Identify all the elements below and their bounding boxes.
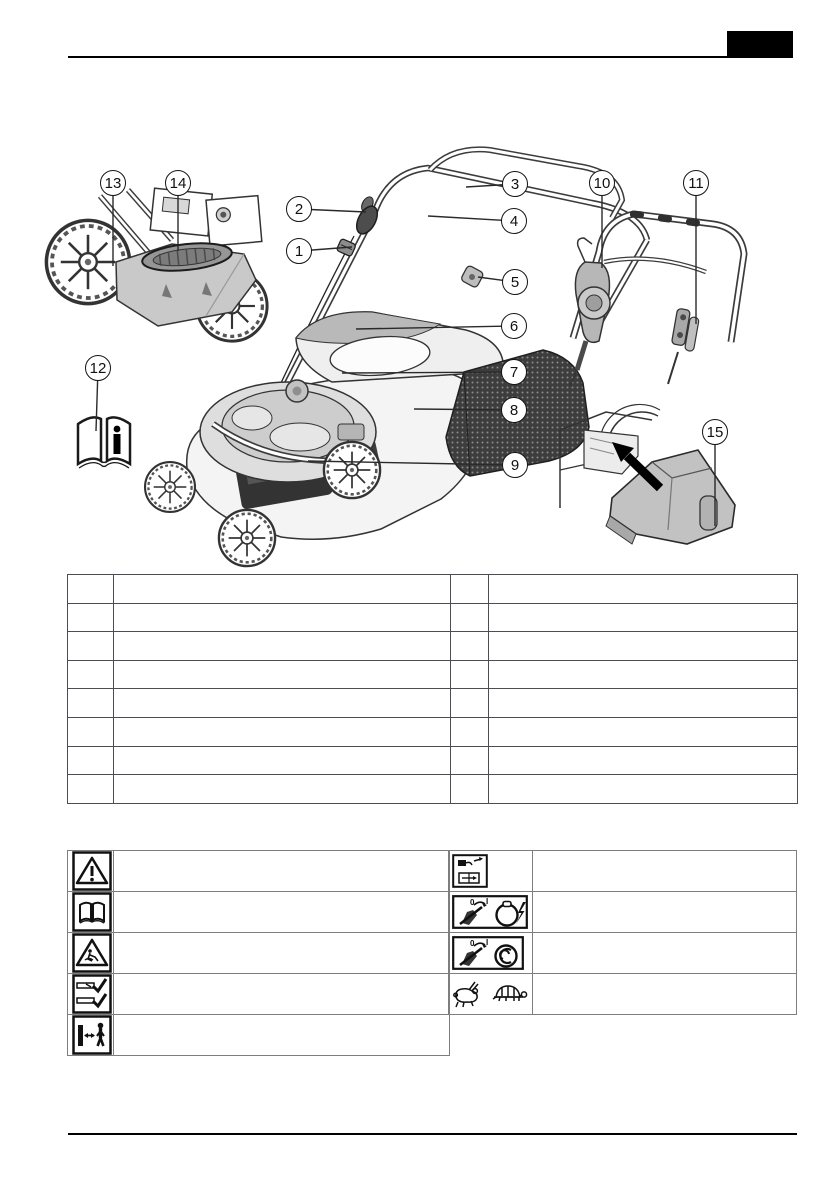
svg-text:0: 0 xyxy=(470,939,475,948)
symbol-text xyxy=(533,892,797,933)
symbol-text xyxy=(114,892,450,933)
parts-cell xyxy=(451,575,489,604)
callout-3: 3 xyxy=(502,171,528,197)
parts-cell xyxy=(68,575,114,604)
parts-cell xyxy=(489,746,798,775)
speed-fast-slow-icon xyxy=(452,979,530,1009)
parts-legend-table xyxy=(67,574,798,804)
table-row xyxy=(68,933,450,974)
callout-2: 2 xyxy=(286,196,312,222)
footer-rule xyxy=(68,1133,797,1135)
table-row xyxy=(449,974,797,1015)
parts-cell xyxy=(114,603,451,632)
table-row xyxy=(68,892,450,933)
parts-cell xyxy=(114,660,451,689)
symbol-text xyxy=(533,933,797,974)
table-row xyxy=(68,746,798,775)
table-row xyxy=(68,974,450,1015)
lawn-mower-diagram xyxy=(0,0,839,570)
parts-cell xyxy=(114,775,451,804)
symbol-text xyxy=(114,933,450,974)
parts-cell xyxy=(489,775,798,804)
svg-text:0: 0 xyxy=(470,898,475,907)
inset-handlebar xyxy=(570,210,744,386)
parts-cell xyxy=(489,689,798,718)
blade-hazard-warning-icon xyxy=(72,933,112,973)
parts-cell xyxy=(114,746,451,775)
parts-cell xyxy=(489,603,798,632)
table-row xyxy=(68,717,798,746)
table-row xyxy=(449,933,797,974)
engine-start-icon xyxy=(452,895,528,929)
parts-cell xyxy=(68,603,114,632)
table-row xyxy=(68,689,798,718)
callout-8: 8 xyxy=(501,397,527,423)
symbol-text xyxy=(533,851,797,892)
warning-triangle-icon xyxy=(72,851,112,891)
table-row xyxy=(68,660,798,689)
read-manual-icon xyxy=(72,892,112,932)
callout-5: 5 xyxy=(502,269,528,295)
parts-cell xyxy=(114,689,451,718)
blade-check-icon xyxy=(72,974,112,1014)
keep-distance-icon xyxy=(72,1015,112,1055)
table-row xyxy=(68,575,798,604)
symbols-table-left xyxy=(67,850,450,1056)
parts-cell xyxy=(489,660,798,689)
parts-cell xyxy=(114,575,451,604)
table-row xyxy=(68,775,798,804)
hare-icon xyxy=(454,982,478,1007)
callout-14: 14 xyxy=(165,170,191,196)
parts-cell xyxy=(68,717,114,746)
svg-text:I: I xyxy=(486,897,489,906)
symbol-text xyxy=(114,974,450,1015)
parts-cell xyxy=(489,575,798,604)
table-row xyxy=(449,892,797,933)
manual-book-symbol xyxy=(78,417,130,468)
table-row xyxy=(68,632,798,661)
svg-text:I: I xyxy=(486,938,489,947)
parts-cell xyxy=(451,603,489,632)
table-row xyxy=(68,603,798,632)
symbol-text xyxy=(114,851,450,892)
parts-cell xyxy=(114,632,451,661)
inset-mulch-plug xyxy=(46,188,267,341)
parts-cell xyxy=(68,775,114,804)
parts-cell xyxy=(451,632,489,661)
symbol-text xyxy=(114,1015,450,1056)
callout-10: 10 xyxy=(589,170,615,196)
parts-cell xyxy=(68,632,114,661)
parts-cell xyxy=(68,689,114,718)
tortoise-icon xyxy=(493,986,527,1001)
callout-12: 12 xyxy=(85,355,111,381)
callout-9: 9 xyxy=(502,452,528,478)
parts-cell xyxy=(68,746,114,775)
callout-13: 13 xyxy=(100,170,126,196)
table-row xyxy=(68,851,450,892)
callout-11: 11 xyxy=(683,170,709,196)
callout-4: 4 xyxy=(501,208,527,234)
symbols-table-right xyxy=(448,850,797,1015)
parts-cell xyxy=(451,775,489,804)
handlebar-hinge xyxy=(460,265,484,288)
symbol-text xyxy=(533,974,797,1015)
parts-cell xyxy=(451,660,489,689)
parts-cell xyxy=(451,689,489,718)
parts-cell xyxy=(451,717,489,746)
parts-cell xyxy=(489,632,798,661)
parts-cell xyxy=(114,717,451,746)
table-row xyxy=(68,1015,450,1056)
parts-cell xyxy=(68,660,114,689)
callout-15: 15 xyxy=(702,419,728,445)
callout-1: 1 xyxy=(286,238,312,264)
engine-stop-icon xyxy=(452,936,524,970)
callout-6: 6 xyxy=(501,313,527,339)
spark-plug-disconnect-manual-icon xyxy=(452,854,488,888)
callout-7: 7 xyxy=(501,359,527,385)
table-row xyxy=(449,851,797,892)
parts-cell xyxy=(451,746,489,775)
parts-cell xyxy=(489,717,798,746)
